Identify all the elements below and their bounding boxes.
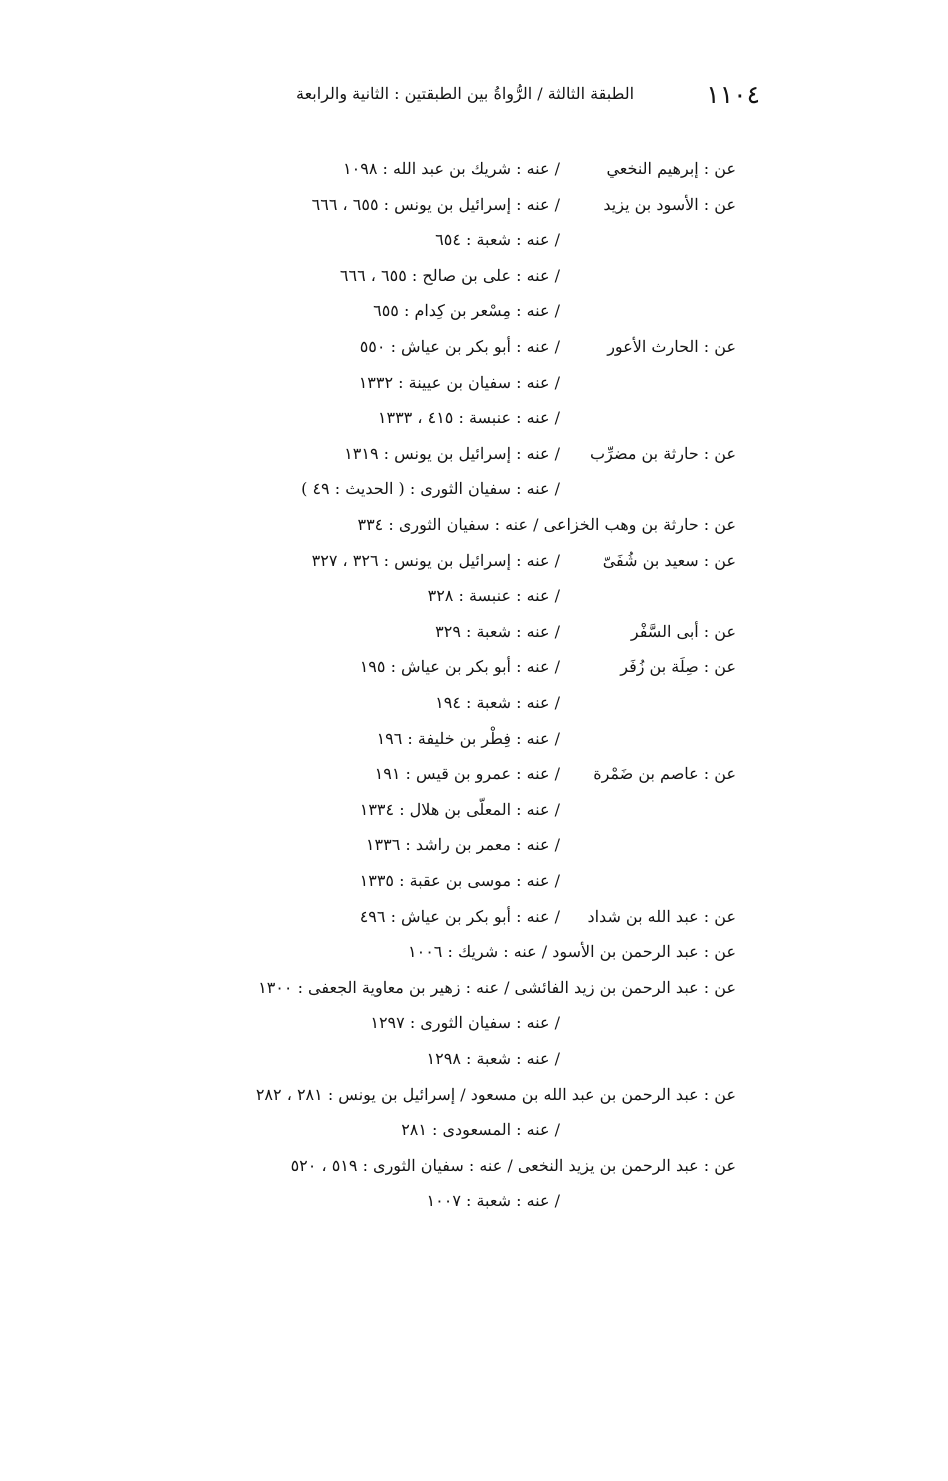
narrator-row (0, 615, 948, 649)
teacher-name: عن : الأسود بن يزيد (603, 194, 736, 214)
narrator-row (0, 650, 948, 684)
narrator-row (0, 223, 948, 257)
teacher-name: عن : عاصم بن ضَمْرة (593, 764, 736, 784)
student-entry: / عنه : إسرائيل بن يونس : ٣٢٦ ، ٣٢٧ (311, 550, 560, 570)
narrator-row (0, 1006, 948, 1040)
student-entry: / عنه : فِطْر بن خليفة : ١٩٦ (376, 728, 560, 748)
student-entry: / عنه : سفيان بن عيينة : ١٣٣٢ (358, 372, 560, 392)
teacher-name: عن : الحارث الأعور (607, 337, 736, 356)
narrator-row (0, 259, 948, 293)
narrator-row (0, 900, 948, 934)
narrator-row (0, 828, 948, 862)
student-entry: / عنه : عنبسة : ٤١٥ ، ١٣٣٣ (377, 408, 560, 428)
student-entry: / عنه : عنبسة : ٣٢٨ (427, 586, 560, 606)
student-entry: / عنه : عمرو بن قيس : ١٩١ (374, 764, 560, 784)
narrator-row (0, 1184, 948, 1218)
narrator-row (0, 508, 948, 542)
teacher-name: عن : عبد الله بن شداد (587, 906, 736, 926)
student-entry: / عنه : المسعودى : ٢٨١ (401, 1120, 560, 1140)
page-header (290, 80, 760, 114)
narrator-row (0, 1078, 948, 1112)
student-entry: / عنه : المعلّى بن هلال : ١٣٣٤ (359, 799, 560, 819)
student-entry: / عنه : شعبة : ٣٢٩ (435, 621, 560, 641)
narrator-row (0, 686, 948, 720)
teacher-name: عن : أبى السَّفْر (630, 621, 736, 641)
narrator-row (0, 793, 948, 827)
teacher-name: عن : سعيد بن شُفَىّ (602, 550, 736, 570)
student-entry: / عنه : شعبة : ١٢٩٨ (426, 1049, 560, 1068)
narrator-row (0, 437, 948, 471)
narrator-row (0, 188, 948, 222)
narrator-line: عن : حارثة بن وهب الخزاعى / عنه : سفيان الثورى : ٣٣٤ (357, 515, 736, 534)
student-entry: / عنه : شعبة : ١٩٤ (435, 693, 560, 712)
narrator-line: عن : عبد الرحمن بن الأسود / عنه : شريك : ١٠٠٦ (408, 942, 736, 962)
narrator-row (0, 971, 948, 1005)
teacher-name: عن : حارثة بن مضرِّب (590, 443, 736, 463)
student-entry: / عنه : أبو بكر بن عياش : ٤٩٦ (359, 906, 560, 926)
student-entry: / عنه : شعبة : ١٠٠٧ (426, 1191, 560, 1211)
student-entry: / عنه : أبو بكر بن عياش : ٥٥٠ (359, 337, 560, 356)
running-title: الطبقة الثالثة / الرُّواةُ بين الطبقتين : الثانية والرابعة (296, 84, 635, 103)
narrator-line: عن : عبد الرحمن بن يزيد النخعى / عنه : سفيان الثورى : ٥١٩ ، ٥٢٠ (290, 1155, 736, 1175)
student-entry: / عنه : إسرائيل بن يونس : ١٣١٩ (344, 443, 560, 463)
narrator-row (0, 1149, 948, 1183)
student-entry: / عنه : على بن صالح : ٦٥٥ ، ٦٦٦ (339, 265, 560, 285)
narrator-row (0, 1042, 948, 1076)
student-entry: / عنه : إسرائيل بن يونس : ٦٥٥ ، ٦٦٦ (311, 194, 560, 214)
student-entry: / عنه : أبو بكر بن عياش : ١٩٥ (359, 657, 560, 677)
teacher-name: عن : إبرهيم النخعي (606, 159, 736, 178)
narrator-row (0, 330, 948, 364)
narrator-row (0, 864, 948, 898)
student-entry: / عنه : موسى بن عقبة : ١٣٣٥ (359, 871, 560, 890)
narrator-row (0, 401, 948, 435)
student-entry: / عنه : سفيان الثورى : ١٢٩٧ (370, 1013, 560, 1033)
student-entry: / عنه : مِسْعر بن كِدام : ٦٥٥ (373, 301, 560, 321)
narrator-row (0, 1113, 948, 1147)
narrator-row (0, 579, 948, 613)
narrator-row (0, 935, 948, 969)
narrator-line: عن : عبد الرحمن بن زيد الفائشى / عنه : زهير بن معاوية الجعفى : ١٣٠٠ (258, 977, 736, 997)
student-entry: / عنه : معمر بن راشد : ١٣٣٦ (365, 835, 560, 855)
narrator-row (0, 722, 948, 756)
narrator-line: عن : عبد الرحمن بن عبد الله بن مسعود / إسرائيل بن يونس : ٢٨١ ، ٢٨٢ (255, 1084, 736, 1104)
page-number: ١١٠٤ (706, 80, 760, 109)
student-entry: / عنه : شريك بن عبد الله : ١٠٩٨ (343, 159, 560, 178)
narrator-row (0, 544, 948, 578)
narrator-row (0, 472, 948, 506)
narrator-row (0, 757, 948, 791)
teacher-name: عن : صِلَة بن زُفَر (620, 657, 736, 677)
narrator-row (0, 366, 948, 400)
narrator-row (0, 152, 948, 186)
student-entry: / عنه : شعبة : ٦٥٤ (435, 230, 560, 250)
student-entry: / عنه : سفيان الثورى : ( الحديث : ٤٩ ) (301, 479, 560, 499)
narrator-row (0, 294, 948, 328)
